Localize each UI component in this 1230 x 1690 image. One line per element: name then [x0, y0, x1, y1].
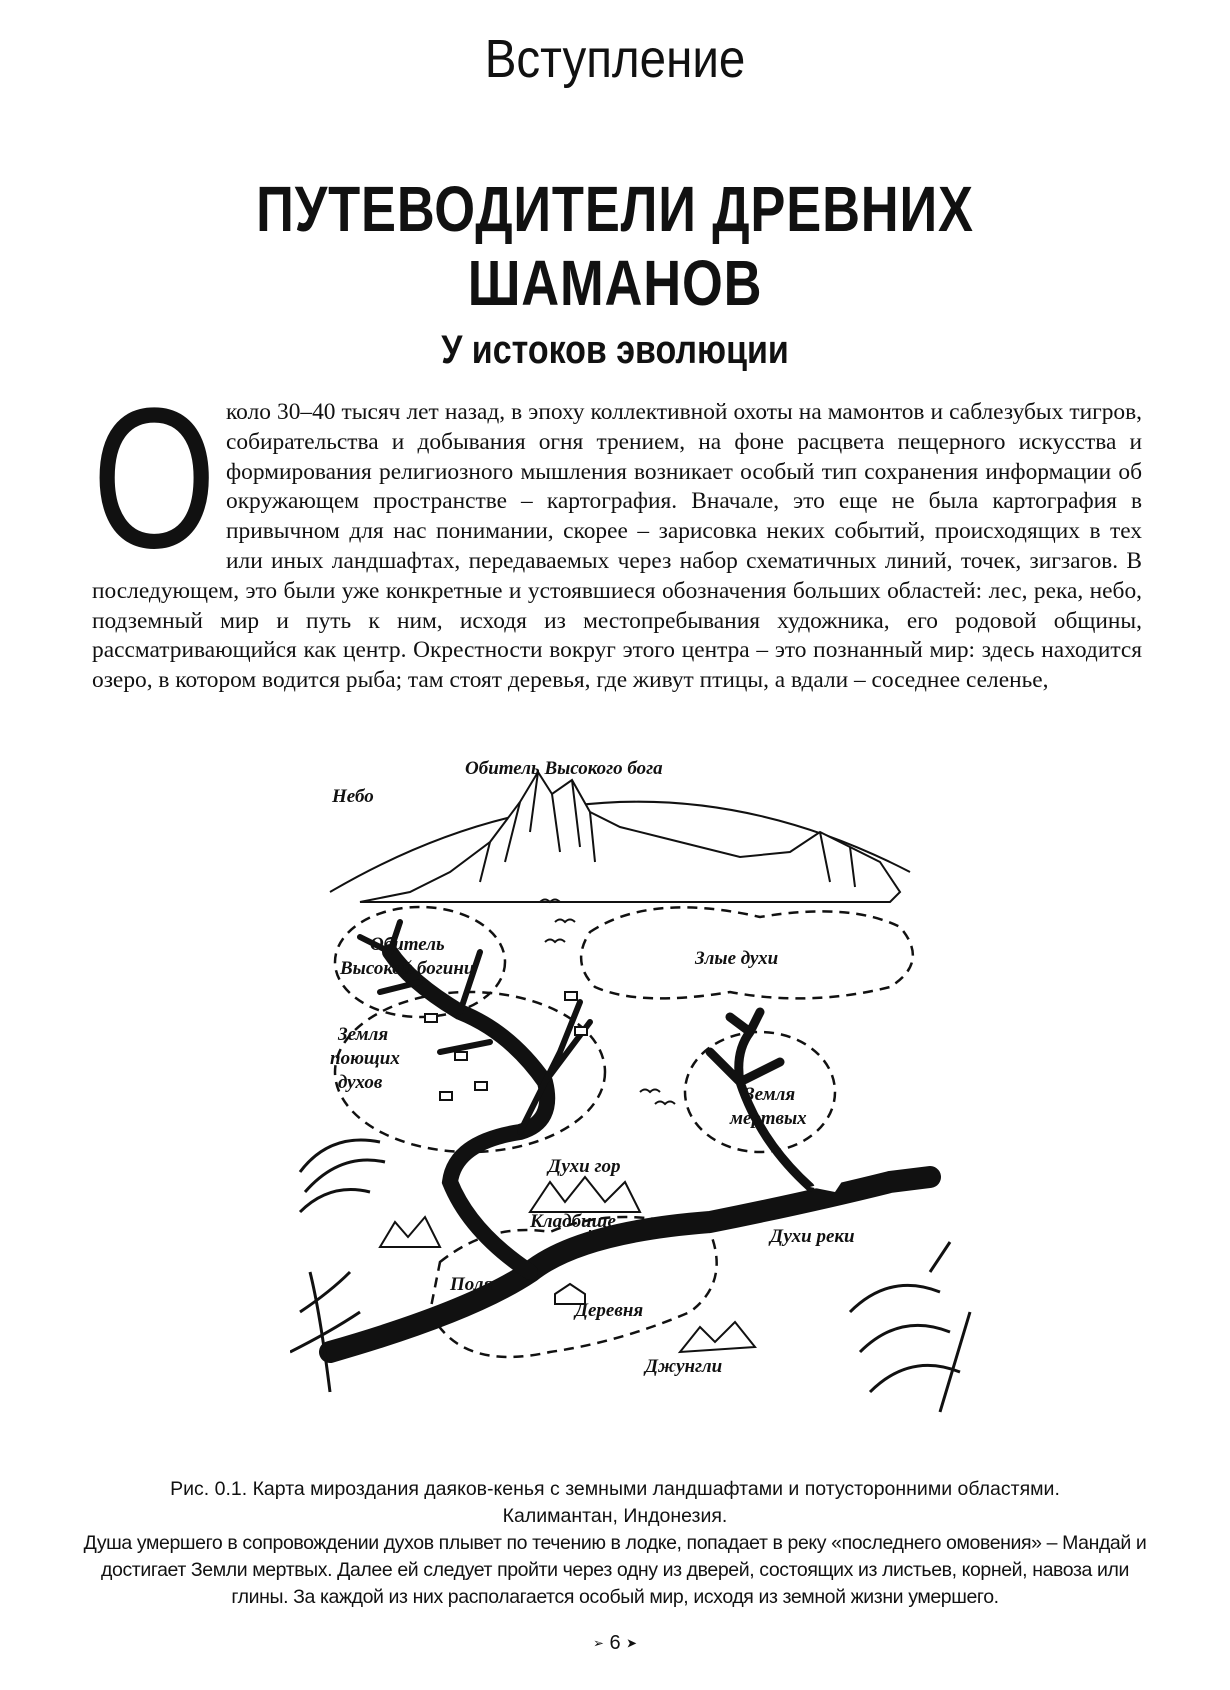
caption-line-2: Калимантан, Индонезия. — [502, 1505, 728, 1527]
caption-line-1: Рис. 0.1. Карта мироздания даяков-кенья с земными ландшафтами и потусторонними областями. — [170, 1478, 1060, 1500]
label-fields: Поля — [450, 1274, 494, 1295]
label-high-goddess-1: Обитель — [370, 934, 445, 955]
birds — [540, 900, 675, 1105]
ornament-left-icon: ➢ — [592, 1635, 604, 1651]
label-sky: Небо — [332, 786, 374, 807]
intro-paragraph — [92, 367, 1142, 696]
label-dead-2: мертвых — [730, 1108, 807, 1129]
jungle-peaks — [680, 1322, 755, 1352]
label-river-spirits: Духи реки — [770, 1226, 855, 1247]
label-mountain-spirits: Духи гор — [548, 1156, 621, 1177]
right-vegetation — [850, 1242, 970, 1412]
label-singing-3: духов — [338, 1072, 383, 1093]
figure-caption — [80, 1476, 1150, 1611]
chapter-label: Вступление — [484, 29, 746, 89]
caption-description: Душа умершего в сопровождении духов плывет по течению в лодке, попадает в реку «последнего омовения» – Мандай и достигает Земли мертвых. Далее ей следует пройти через одну из дверей, состоящих из листьев, корней, навоза или глины. За каждой из них располагается особый мир, исходя из земной жизни умершего. — [83, 1532, 1147, 1608]
label-village: Деревня — [575, 1300, 644, 1321]
label-singing-2: поющих — [330, 1048, 400, 1069]
cosmology-map-figure — [290, 752, 980, 1452]
page-number: 6 — [609, 1632, 621, 1654]
label-dead-1: Земля — [745, 1084, 796, 1105]
drop-cap: О — [92, 367, 217, 590]
page-number-footer — [0, 1632, 1230, 1655]
sacred-mountain-range — [360, 772, 900, 902]
mountain-spirits-peaks — [530, 1177, 640, 1212]
chapter-title: ПУТЕВОДИТЕЛИ ДРЕВНИХ ШАМАНОВ — [256, 173, 974, 319]
label-evil-spirits: Злые духи — [695, 948, 779, 969]
paragraph-text: коло 30–40 тысяч лет назад, в эпоху коллективной охоты на мамонтов и саблезубых тигров, собирательства и добывания огня трением, на фоне расцвета пещерного искусства и формирования религиозного мышления возникает особый тип сохранения информации об окружающем пространстве – картография. Вначале, это еще не была картография в привычном для нас понимании, скорее – зарисовка неких событий, происходящих в тех или иных ландшафтах, передаваемых через набор схематичных линий, точек, зигзагов. В последующем, это были уже конкретные и устоявшиеся обозначения больших областей: лес, река, небо, подземный мир и путь к ним, исходя из местопребывания художника, его родовой общины, рассматривающийся как центр. Окрестности вокруг этого центра – это познанный мир: здесь находится озеро, в котором водится рыба; там стоят деревья, где живут птицы, а вдали – соседнее селенье, — [92, 399, 1142, 694]
section-heading: У истоков эволюции — [441, 328, 789, 372]
left-peaks — [380, 1217, 440, 1247]
cosmology-map-drawing — [290, 752, 980, 1452]
label-jungle: Джунгли — [645, 1356, 723, 1377]
label-singing-1: Земля — [338, 1024, 389, 1045]
river-tributary — [390, 952, 547, 1272]
label-high-god: Обитель Высокого бога — [465, 758, 663, 779]
ornament-right-icon: ➤ — [626, 1635, 638, 1651]
label-cemetery: Кладбище — [530, 1211, 616, 1232]
label-high-goddess-2: Высокой богини — [340, 958, 475, 979]
